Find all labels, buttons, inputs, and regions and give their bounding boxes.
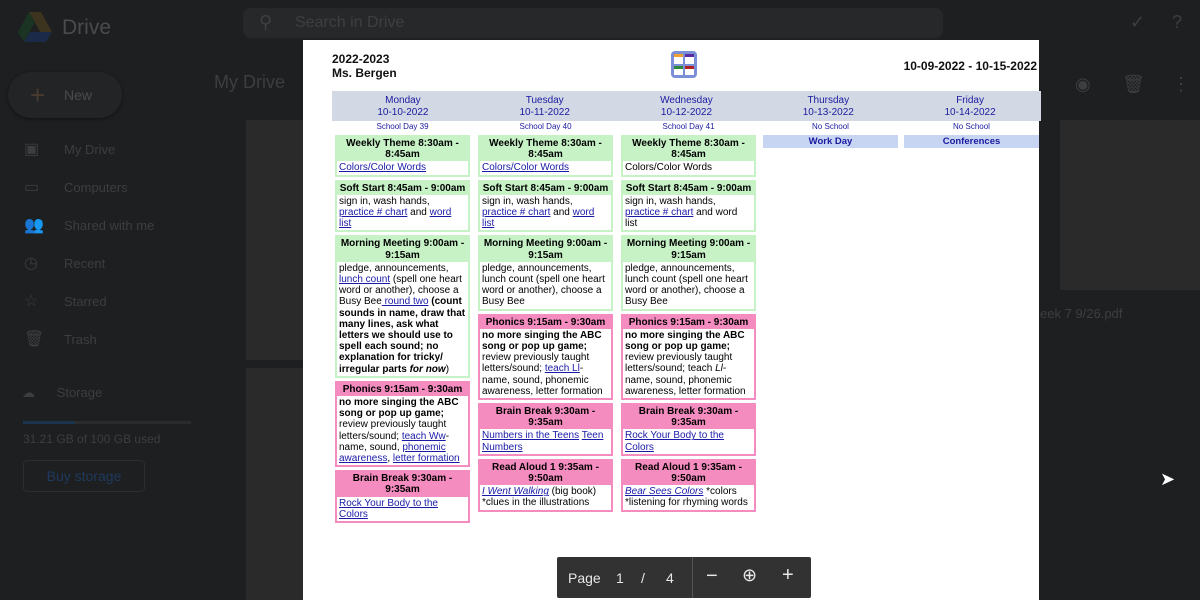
block-content — [623, 262, 754, 309]
new-label: New — [64, 87, 93, 103]
drive-logo-icon — [18, 12, 52, 42]
block-content — [480, 262, 611, 309]
content-text: and — [550, 207, 573, 219]
block-title: Soft Start 8:45am - 9:00am — [480, 182, 611, 195]
block-title: Brain Break 9:30am - 9:35am — [623, 405, 754, 429]
content-link[interactable]: Colors/Color Words — [482, 162, 570, 174]
sidebar-item[interactable] — [0, 130, 200, 168]
schedule-block — [621, 235, 756, 310]
block-content — [623, 329, 754, 398]
day-name: Monday — [385, 95, 421, 106]
star-icon: ☆ — [24, 293, 39, 310]
content-text: no more singing the ABC song or pop up game; — [625, 329, 745, 353]
sidebar-item-label: Shared with me — [64, 217, 155, 233]
storage-link[interactable]: ☁ Storage — [22, 385, 103, 400]
day-header — [757, 91, 899, 121]
day-column — [478, 135, 613, 515]
schedule-block — [478, 403, 613, 456]
search-placeholder: Search in Drive — [295, 14, 405, 31]
page-label: Page — [568, 570, 601, 586]
my-drive-icon: ▣ — [24, 141, 40, 158]
page-total: 4 — [666, 570, 674, 586]
block-content — [480, 161, 611, 174]
sidebar-item[interactable] — [0, 282, 200, 320]
content-text: -name, sound, — [339, 430, 450, 453]
content-text: review previously taught letters/sound; teach — [625, 352, 733, 375]
day-header — [899, 91, 1041, 121]
new-button[interactable] — [8, 72, 122, 118]
storage-used: 31.21 GB of 100 GB used — [23, 432, 161, 446]
content-link[interactable]: Bear Sees Colors — [625, 486, 704, 498]
block-title: Phonics 9:15am - 9:30am — [480, 316, 611, 329]
block-content — [337, 195, 468, 231]
sidebar-nav — [0, 130, 200, 358]
content-text: (big book) *clues in the illustrations — [482, 486, 597, 509]
content-text: pledge, announcements, lunch count (spell one heart word or another), choose a Busy Bee — [482, 262, 605, 308]
schedule-block — [621, 180, 756, 233]
block-title: Soft Start 8:45am - 9:00am — [623, 182, 754, 195]
sidebar-item[interactable] — [0, 320, 200, 358]
block-title: Weekly Theme 8:30am - 8:45am — [623, 137, 754, 161]
trash-icon[interactable]: 🗑 — [1122, 74, 1145, 94]
content-text: Ll — [715, 363, 723, 375]
content-link[interactable]: practice # chart — [339, 207, 408, 219]
day-date: 10-12-2022 — [660, 107, 713, 118]
sidebar-item[interactable] — [0, 244, 200, 282]
block-title: Brain Break 9:30am - 9:35am — [480, 405, 611, 429]
content-text: review previously taught letters/sound; — [482, 352, 590, 375]
block-content — [337, 161, 468, 174]
content-text: Colors/Color Words — [625, 162, 713, 174]
drive-brand: Drive — [62, 16, 112, 39]
schedule-block — [621, 135, 756, 177]
content-link[interactable]: letter formation — [392, 453, 460, 465]
preview-icon[interactable]: ◉ — [1075, 74, 1091, 94]
day-date: 10-13-2022 — [802, 107, 854, 118]
planner-logo-icon — [671, 51, 697, 78]
day-date: 10-14-2022 — [944, 107, 996, 118]
content-link[interactable]: I Went Walking — [482, 486, 549, 498]
block-content — [337, 262, 468, 376]
day-column — [904, 135, 1039, 148]
day-column — [335, 135, 470, 526]
content-link[interactable]: practice # chart — [482, 207, 551, 219]
sidebar-item-label: Starred — [64, 293, 107, 309]
day-column — [763, 135, 898, 148]
day-name: Friday — [956, 95, 984, 106]
content-link[interactable]: round two — [381, 296, 429, 308]
file-thumbnail[interactable] — [246, 368, 303, 600]
sidebar-item[interactable] — [0, 168, 200, 206]
zoom-out-icon[interactable]: − — [706, 565, 718, 587]
computers-icon: ▭ — [24, 179, 40, 196]
content-text: , — [387, 453, 393, 465]
date-range: 10-09-2022 - 10-15-2022 — [903, 59, 1037, 73]
block-content — [480, 429, 611, 453]
day-header — [332, 91, 474, 121]
day-date: 10-10-2022 — [377, 107, 429, 118]
day-header — [474, 91, 616, 121]
block-content — [337, 396, 468, 465]
content-text: pledge, announcements, lunch count (spell one heart word or another), choose a Busy Bee — [625, 262, 748, 308]
search-icon: ⚲ — [259, 12, 273, 32]
pdf-page — [303, 40, 1039, 600]
storage-label: Storage — [56, 385, 103, 400]
schedule-block — [621, 459, 756, 512]
block-content — [623, 195, 754, 231]
schedule-block — [335, 180, 470, 233]
content-text: -name, sound, phonemic awareness, letter formation — [482, 363, 603, 397]
zoom-icon[interactable]: ⊕ — [742, 565, 758, 585]
block-title: Brain Break 9:30am - 9:35am — [337, 472, 468, 496]
day-header — [616, 91, 758, 121]
content-text: review previously taught letters/sound; — [339, 419, 447, 442]
day-name: Tuesday — [525, 95, 564, 106]
block-title: Weekly Theme 8:30am - 8:45am — [337, 137, 468, 161]
content-text: sign in, wash hands, — [482, 195, 573, 207]
content-link[interactable]: teach Ww — [401, 430, 446, 442]
block-title: Morning Meeting 9:00am - 9:15am — [337, 237, 468, 261]
block-content — [623, 429, 754, 453]
content-link[interactable]: Teen Numbers — [482, 430, 604, 453]
day-name: Wednesday — [660, 95, 713, 106]
content-link[interactable]: phonemic awareness — [339, 441, 446, 465]
pdf-toolbar — [557, 557, 811, 598]
plus-icon: + — [30, 80, 46, 110]
content-text: pledge, announcements, — [339, 262, 449, 274]
content-link[interactable]: Colors/Color Words — [339, 162, 427, 174]
content-link[interactable]: word list — [482, 207, 595, 230]
school-day-note: No School — [953, 122, 990, 131]
school-year: 2022-2023 — [332, 52, 390, 66]
block-content — [480, 195, 611, 231]
schedule-block — [335, 235, 470, 377]
schedule-block — [478, 459, 613, 512]
sidebar-item-label: Recent — [64, 255, 106, 271]
block-title: Read Aloud 1 9:35am - 9:50am — [623, 461, 754, 485]
block-title: Morning Meeting 9:00am - 9:15am — [623, 237, 754, 261]
doc-header-left — [332, 52, 397, 80]
school-day-note: School Day 40 — [519, 122, 572, 131]
shared-icon: 👥 — [24, 217, 44, 234]
content-link[interactable]: lunch count — [339, 274, 391, 286]
content-text: sign in, wash hands, — [339, 195, 430, 207]
content-text: ) — [445, 363, 450, 375]
block-title: Morning Meeting 9:00am - 9:15am — [480, 237, 611, 261]
ready-offline-icon[interactable]: ✓ — [1130, 12, 1146, 32]
content-text: for now — [409, 363, 446, 375]
block-title: Soft Start 8:45am - 9:00am — [337, 182, 468, 195]
content-link[interactable]: word list — [339, 207, 452, 230]
sidebar-item-label: Computers — [64, 179, 128, 195]
schedule-block — [335, 135, 470, 177]
block-title: Phonics 9:15am - 9:30am — [623, 316, 754, 329]
content-link[interactable]: Numbers in the Teens — [482, 430, 580, 442]
content-text: no more singing the ABC song or pop up game; — [339, 397, 459, 420]
content-text: no more singing the ABC song or pop up game; — [482, 329, 602, 353]
school-day-note: School Day 41 — [662, 122, 715, 131]
divider — [692, 557, 693, 598]
block-content — [623, 161, 754, 174]
block-content — [480, 485, 611, 509]
content-text: *colors *listening for rhyming words — [625, 486, 748, 509]
schedule-block — [478, 314, 613, 400]
block-title: Phonics 9:15am - 9:30am — [337, 383, 468, 396]
day-name: Thursday — [807, 95, 850, 106]
block-content — [337, 497, 468, 521]
trash-icon: 🗑 — [24, 331, 45, 348]
school-day-note: No School — [812, 122, 849, 131]
teacher-name: Ms. Bergen — [332, 66, 397, 80]
content-link[interactable]: Rock Your Body to the Colors — [339, 497, 438, 520]
day-header-row — [332, 91, 1041, 121]
page-number-input[interactable]: 1 — [616, 570, 624, 586]
schedule-block — [621, 403, 756, 456]
school-day-note: School Day 39 — [376, 122, 429, 131]
sidebar-item[interactable] — [0, 206, 200, 244]
block-content — [480, 329, 611, 398]
file-thumbnail[interactable] — [1060, 120, 1200, 290]
page-separator: / — [641, 570, 645, 586]
day-date: 10-11-2022 — [519, 107, 570, 118]
content-text: -name, sound, phonemic awareness, letter formation — [625, 363, 746, 397]
block-title: Read Aloud 1 9:35am - 9:50am — [480, 461, 611, 485]
storage-bar-fill — [23, 421, 75, 424]
mouse-cursor: ➤ — [1160, 469, 1176, 489]
content-text: sign in, wash hands, — [625, 195, 716, 207]
schedule-block — [335, 381, 470, 467]
search-input[interactable] — [243, 8, 943, 38]
zoom-in-icon[interactable]: + — [782, 564, 794, 586]
day-tag: Work Day — [763, 135, 898, 148]
buy-storage-button[interactable]: Buy storage — [23, 460, 145, 492]
schedule-block — [478, 135, 613, 177]
schedule-block — [478, 235, 613, 310]
content-text: and — [407, 207, 430, 219]
schedule-block — [621, 314, 756, 400]
clock-icon: ◷ — [24, 255, 38, 272]
day-tag: Conferences — [904, 135, 1039, 148]
file-name[interactable]: eek 7 9/26.pdf — [1040, 306, 1123, 321]
storage-bar — [23, 421, 191, 424]
block-content — [623, 485, 754, 509]
schedule-block — [335, 470, 470, 523]
content-link[interactable]: Rock Your Body to the Colors — [625, 430, 724, 453]
sidebar-item-label: My Drive — [64, 141, 116, 157]
file-thumbnail[interactable] — [246, 120, 303, 360]
location-title: My Drive — [214, 72, 285, 92]
content-text: and word list — [625, 207, 738, 230]
schedule-block — [478, 180, 613, 233]
content-text: (count sounds in name, draw that many lines, ask what letters we should use to spell each sound; no explanation for tricky/ irregular parts — [339, 296, 466, 375]
content-link[interactable]: practice # chart — [625, 207, 694, 219]
content-link[interactable]: teach Ll — [544, 363, 580, 375]
help-icon[interactable]: ? — [1172, 12, 1183, 32]
more-icon[interactable]: ⋮ — [1172, 74, 1190, 94]
sidebar-item-label: Trash — [64, 331, 97, 347]
day-column — [621, 135, 756, 515]
block-title: Weekly Theme 8:30am - 8:45am — [480, 137, 611, 161]
content-text: (spell one heart word or another), choose a Busy Bee — [339, 274, 462, 308]
